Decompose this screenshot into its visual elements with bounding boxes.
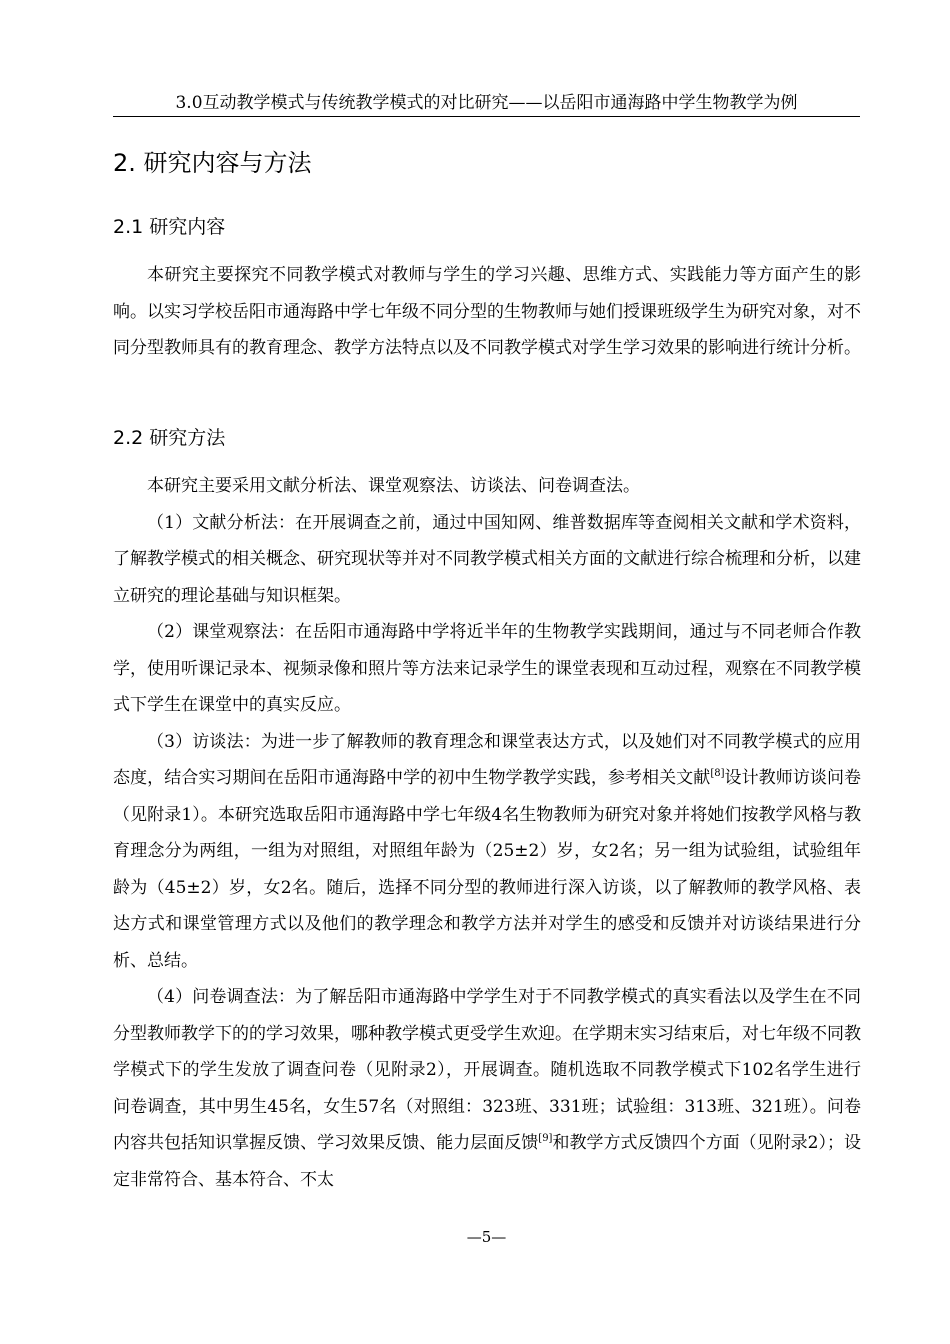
paragraph-method-literature: （1）文献分析法：在开展调查之前，通过中国知网、维普数据库等查阅相关文献和学术资料，了解教学模式的相关概念、研究现状等并对不同教学模式相关方面的文献进行综合梳理和分析，以建立研究的理论基础与知识框架。: [113, 512, 861, 606]
subsection-heading-content: 2.1 研究内容: [113, 216, 226, 238]
interview-text-part2: 设计教师访谈问卷（见附录1）。本研究选取岳阳市通海路中学七年级4名生物教师为研究对象并将她们按教学风格与教育理念分为两组，一组为对照组，对照组年龄为（25±2）岁，女2名；另一组为试验组，试验组年龄为（45±2）岁，女2名。随后，选择不同分型的教师进行深入访谈，以了解教师的教学风格、表达方式和课堂管理方式以及他们的教学理念和教学方法并对学生的感受和反馈并对访谈结果进行分析、总结。: [113, 768, 862, 971]
subsection-heading-methods: 2.2 研究方法: [113, 427, 226, 449]
paragraph-method-observation: （2）课堂观察法：在岳阳市通海路中学将近半年的生物教学实践期间，通过与不同老师合作教学，使用听课记录本、视频录像和照片等方法来记录学生的课堂表现和互动过程，观察在不同教学模式下学生在课堂中的真实反应。: [113, 622, 861, 715]
questionnaire-text-part1: （4）问卷调查法：为了解岳阳市通海路中学学生对于不同教学模式的真实看法以及学生在不同分型教师教学下的的学习效果，哪种教学模式更受学生欢迎。在学期末实习结束后，对七年级不同教学模式下的学生发放了调查问卷（见附录2），开展调查。随机选取不同教学模式下102名学生进行问卷调查，其中男生45名，女生57名（对照组：323班、331班；试验组：313班、321班）。问卷内容共包括知识掌握反馈、学习效果反馈、能力层面反馈: [113, 987, 861, 1153]
header-rule: [113, 116, 860, 117]
citation-ref-9: [9]: [538, 1133, 553, 1144]
methods-paragraph-block: [113, 468, 861, 1198]
paragraph-research-content: 本研究主要探究不同教学模式对教师与学生的学习兴趣、思维方式、实践能力等方面产生的影响。以实习学校岳阳市通海路中学七年级不同分型的生物教师与她们授课班级学生为研究对象，对不同分型教师具有的教育理念、教学方法特点以及不同教学模式对学生学习效果的影响进行统计分析。: [113, 265, 861, 358]
paragraph-method-interview: [113, 724, 861, 980]
running-header: 3.0互动教学模式与传统教学模式的对比研究——以岳阳市通海路中学生物教学为例: [175, 93, 798, 113]
content-paragraph-block: [113, 257, 861, 367]
section-heading: 2. 研究内容与方法: [113, 149, 312, 177]
questionnaire-text-part2: 和教学方式反馈四个方面（见附录2）；设定非常符合、基本符合、不太: [113, 1133, 862, 1190]
interview-text-part1: （3）访谈法：为进一步了解教师的教育理念和课堂表达方式，以及她们对不同教学模式的应用态度，结合实习期间在岳阳市通海路中学的初中生物学教学实践，参考相关文献: [113, 731, 861, 788]
paragraph-methods-intro: 本研究主要采用文献分析法、课堂观察法、访谈法、问卷调查法。: [147, 476, 640, 496]
page-number: —5—: [466, 1228, 507, 1246]
paragraph-method-questionnaire: [113, 979, 861, 1198]
citation-ref-8: [8]: [710, 768, 725, 779]
